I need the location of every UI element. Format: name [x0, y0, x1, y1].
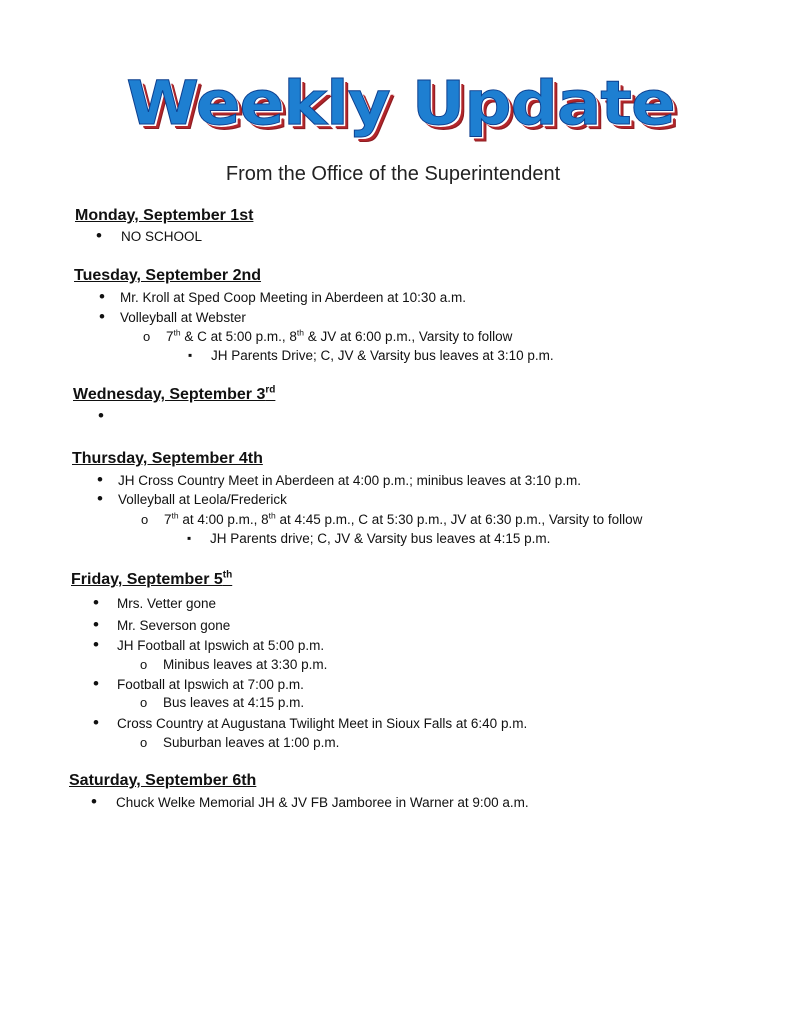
- square-bullet-icon: [188, 346, 192, 364]
- friday-item-4-sub: Bus leaves at 4:15 p.m.: [163, 695, 305, 710]
- circle-bullet-icon: [140, 694, 147, 712]
- friday-item-5: Cross Country at Augustana Twilight Meet in Sioux Falls at 6:40 p.m.: [117, 716, 528, 731]
- bullet-icon: [99, 308, 105, 327]
- bullet-icon: [97, 471, 103, 490]
- bullet-icon: [91, 793, 97, 812]
- weekly-update-title: Weekly Update: [126, 68, 675, 139]
- monday-item-1: NO SCHOOL: [121, 229, 203, 244]
- page-subtitle: From the Office of the Superintendent: [225, 163, 561, 185]
- tuesday-volleyball-schedule: 7th & C at 5:00 p.m., 8th & JV at 6:00 p.m., Varsity to follow: [166, 327, 513, 344]
- friday-item-2: Mr. Severson gone: [117, 618, 231, 633]
- circle-bullet-icon: [140, 656, 147, 674]
- bullet-icon: [96, 227, 102, 246]
- bullet-icon: [98, 407, 104, 426]
- saturday-heading: Saturday, September 6th: [69, 772, 257, 789]
- bullet-icon: [93, 675, 99, 694]
- friday-item-5-sub: Suburban leaves at 1:00 p.m.: [163, 735, 340, 750]
- friday-item-1: Mrs. Vetter gone: [117, 596, 217, 611]
- circle-bullet-icon: [143, 328, 150, 346]
- thursday-heading: Thursday, September 4th: [72, 450, 263, 467]
- square-bullet-icon: [187, 529, 191, 547]
- bullet-icon: [99, 288, 105, 307]
- circle-bullet-icon: [141, 511, 148, 529]
- title-banner: [0, 62, 791, 146]
- bullet-icon: [93, 636, 99, 655]
- monday-heading: Monday, September 1st: [75, 207, 254, 224]
- wednesday-heading: Wednesday, September 3rd: [73, 384, 276, 403]
- thursday-bus-note: JH Parents drive; C, JV & Varsity bus leaves at 4:15 p.m.: [210, 531, 551, 546]
- circle-bullet-icon: [140, 734, 147, 752]
- tuesday-heading: Tuesday, September 2nd: [74, 267, 262, 284]
- thursday-volleyball-schedule: 7th at 4:00 p.m., 8th at 4:45 p.m., C at 5:30 p.m., JV at 6:30 p.m., Varsity to follow: [164, 510, 643, 527]
- bullet-icon: [93, 714, 99, 733]
- friday-heading: Friday, September 5th: [71, 569, 233, 588]
- thursday-item-1: JH Cross Country Meet in Aberdeen at 4:00 p.m.; minibus leaves at 3:10 p.m.: [118, 473, 581, 488]
- tuesday-bus-note: JH Parents Drive; C, JV & Varsity bus leaves at 3:10 p.m.: [211, 348, 554, 363]
- thursday-item-2: Volleyball at Leola/Frederick: [118, 492, 287, 507]
- tuesday-item-1: Mr. Kroll at Sped Coop Meeting in Aberdeen at 10:30 a.m.: [120, 290, 466, 305]
- bullet-icon: [93, 594, 99, 613]
- saturday-item-1: Chuck Welke Memorial JH & JV FB Jamboree in Warner at 9:00 a.m.: [116, 795, 529, 810]
- bullet-icon: [97, 490, 103, 509]
- friday-item-3-sub: Minibus leaves at 3:30 p.m.: [163, 657, 328, 672]
- friday-item-4: Football at Ipswich at 7:00 p.m.: [117, 677, 304, 692]
- tuesday-item-2: Volleyball at Webster: [120, 310, 246, 325]
- bullet-icon: [93, 616, 99, 635]
- friday-item-3: JH Football at Ipswich at 5:00 p.m.: [117, 638, 325, 653]
